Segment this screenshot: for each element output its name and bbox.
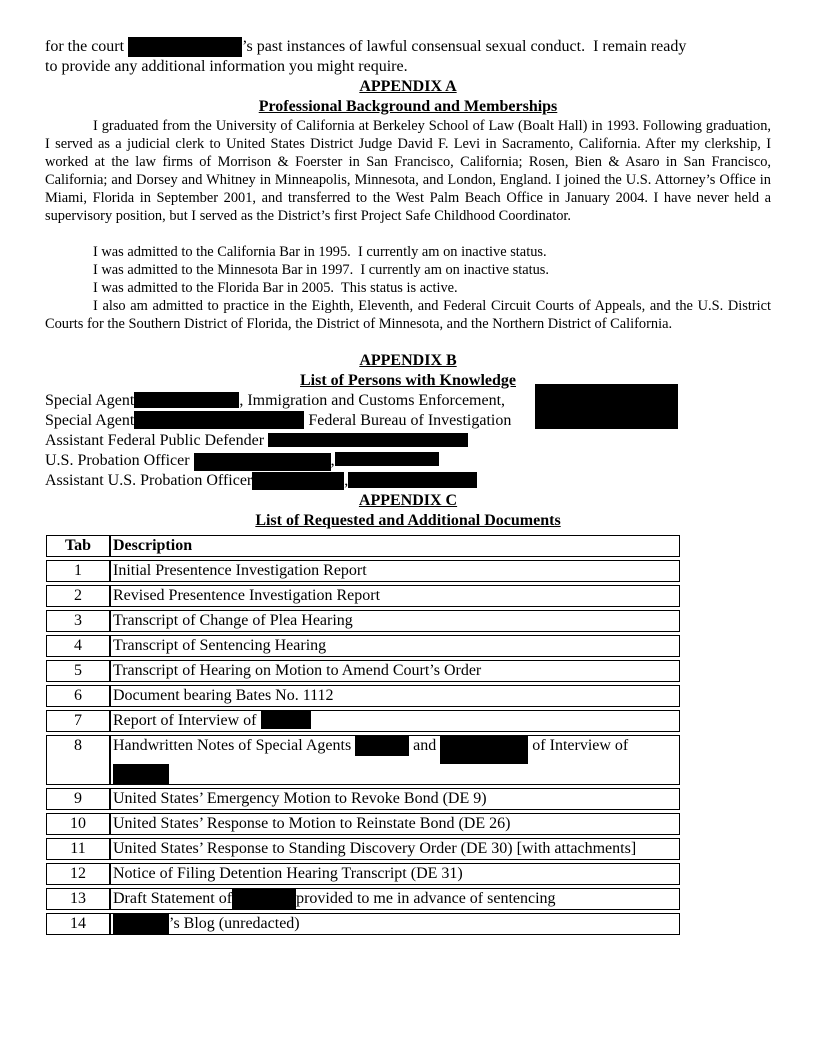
document-description: Transcript of Hearing on Motion to Amend Court’s Order (110, 660, 680, 682)
person-affiliation: Federal Bureau of Investigation (304, 412, 512, 429)
column-header-tab: Tab (46, 535, 110, 557)
table-row (46, 685, 680, 707)
documents-table (46, 532, 680, 938)
redaction-block (535, 384, 678, 429)
description-text: and (413, 737, 437, 754)
intro-line-1 (45, 37, 686, 57)
table-row (46, 635, 680, 657)
tab-number: 5 (46, 660, 110, 682)
redaction-block (440, 736, 528, 764)
person-row (45, 471, 477, 491)
redaction-block (348, 472, 477, 488)
table-row (46, 660, 680, 682)
document-description (110, 735, 680, 785)
person-title: U.S. Probation Officer (45, 452, 190, 469)
description-text: of Interview of (532, 737, 629, 754)
person-title: Assistant Federal Public Defender (45, 432, 265, 449)
document-description: United States’ Response to Motion to Reinstate Bond (DE 26) (110, 813, 680, 835)
table-row (46, 788, 680, 810)
appendix-a-subheading: Professional Background and Memberships (258, 98, 558, 115)
bar-admission-florida: I was admitted to the Florida Bar in 2005. This status is active. (93, 280, 458, 296)
person-row (45, 431, 468, 451)
redaction-block (134, 392, 239, 408)
table-row (46, 813, 680, 835)
tab-number: 14 (46, 913, 110, 935)
table-row (46, 735, 680, 785)
intro-text-b: ’s past instances of lawful consensual sexual conduct. I remain ready (242, 38, 687, 55)
redaction-block (134, 411, 304, 429)
redaction-block (268, 433, 468, 447)
person-title: Special Agent (45, 412, 135, 429)
table-row (46, 610, 680, 632)
tab-number: 6 (46, 685, 110, 707)
tab-number: 2 (46, 585, 110, 607)
table-row (46, 585, 680, 607)
person-row (45, 451, 439, 471)
appendix-a-heading: APPENDIX A (359, 78, 457, 95)
redaction-block (232, 889, 296, 909)
table-row (46, 913, 680, 935)
redaction-block (194, 453, 331, 471)
table-row (46, 560, 680, 582)
document-description (110, 888, 680, 910)
redaction-block (113, 914, 169, 934)
document-description: United States’ Response to Standing Discovery Order (DE 30) [with attachments] (110, 838, 680, 860)
table-header-row (46, 535, 680, 557)
document-description: Transcript of Change of Plea Hearing (110, 610, 680, 632)
bar-admission-california: I was admitted to the California Bar in 1995. I currently am on inactive status. (93, 244, 547, 260)
intro-line-2: to provide any additional information you might require. (45, 58, 408, 75)
redaction-block (113, 764, 169, 784)
tab-number: 1 (46, 560, 110, 582)
person-affiliation: , (330, 452, 335, 469)
appendix-a-paragraph-1: I graduated from the University of California at Berkeley School of Law (Boalt Hall) in 1993. Following graduation, I served as a judicial clerk to United States District Judge David F. Levi in Sacramento, California. After my clerkship, I worked at the law firms of Morrison & Foerster in San Francisco, California; Rosen, Bien & Asaro in San Francisco, California; and Dorsey and Whitney in Minneapolis, Minnesota, and London, England. I joined the U.S. Attorney’s Office in Miami, Florida in September 2001, and transferred to the West Palm Beach Office in January 2004. I have never held a supervisory position, but I served as the District’s first Project Safe Childhood Coordinator. (45, 118, 771, 224)
description-text: ’s Blog (unredacted) (169, 915, 300, 932)
description-text: Draft Statement of (113, 890, 233, 907)
redaction-block (335, 452, 439, 466)
redaction-block (261, 711, 311, 729)
document-description: Document bearing Bates No. 1112 (110, 685, 680, 707)
tab-number: 9 (46, 788, 110, 810)
tab-number: 10 (46, 813, 110, 835)
person-title: Assistant U.S. Probation Officer (45, 472, 253, 489)
appendix-b-heading: APPENDIX B (359, 352, 457, 369)
intro-text-a: for the court (45, 38, 125, 55)
tab-number: 4 (46, 635, 110, 657)
person-affiliation: , Immigration and Customs Enforcement, (239, 392, 506, 409)
redaction-block (128, 37, 242, 57)
description-text: provided to me in advance of sentencing (296, 890, 556, 907)
table-row (46, 863, 680, 885)
column-header-description: Description (110, 535, 680, 557)
bar-admission-minnesota: I was admitted to the Minnesota Bar in 1997. I currently am on inactive status. (93, 262, 549, 278)
tab-number: 11 (46, 838, 110, 860)
document-description: Transcript of Sentencing Hearing (110, 635, 680, 657)
appendix-b-subheading: List of Persons with Knowledge (300, 372, 516, 389)
redaction-block (252, 472, 344, 490)
tab-number: 13 (46, 888, 110, 910)
person-row (45, 391, 505, 411)
document-description: United States’ Emergency Motion to Revoke Bond (DE 9) (110, 788, 680, 810)
document-description: Notice of Filing Detention Hearing Transcript (DE 31) (110, 863, 680, 885)
table-row (46, 710, 680, 732)
person-affiliation: , (344, 472, 349, 489)
person-title: Special Agent (45, 392, 135, 409)
document-description (110, 710, 680, 732)
tab-number: 3 (46, 610, 110, 632)
person-row (45, 411, 511, 431)
appendix-c-subheading: List of Requested and Additional Documents (255, 512, 561, 529)
tab-number: 12 (46, 863, 110, 885)
redaction-block (355, 736, 409, 756)
document-description: Initial Presentence Investigation Report (110, 560, 680, 582)
document-description (110, 913, 680, 935)
tab-number: 7 (46, 710, 110, 732)
tab-number: 8 (46, 735, 110, 785)
appendix-c-heading: APPENDIX C (358, 492, 458, 509)
table-row (46, 838, 680, 860)
table-row (46, 888, 680, 910)
description-text: Report of Interview of (113, 712, 257, 729)
document-description: Revised Presentence Investigation Report (110, 585, 680, 607)
appendix-a-paragraph-2: I also am admitted to practice in the Eighth, Eleventh, and Federal Circuit Courts of Appeals, and the U.S. District Courts for the Southern District of Florida, the District of Minnesota, and the Northern District of California. (45, 298, 771, 332)
description-text: Handwritten Notes of Special Agents (113, 737, 352, 754)
